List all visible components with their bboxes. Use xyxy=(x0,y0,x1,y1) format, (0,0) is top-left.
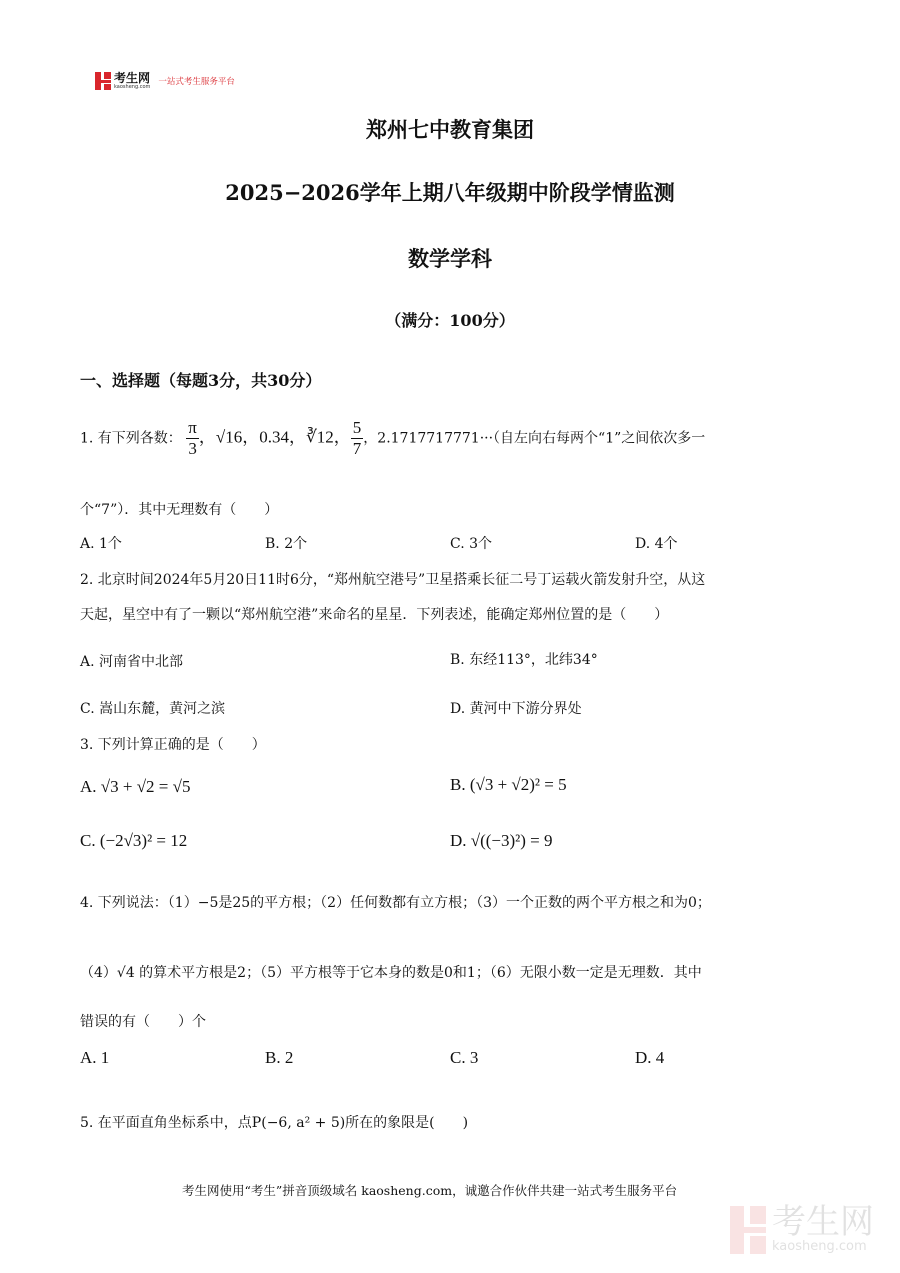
watermark-logo xyxy=(730,1202,874,1254)
exam-title: 2025−2026学年上期八年级期中阶段学情监测 xyxy=(225,180,675,205)
q4-line1: 4. 下列说法：（1）−5是25的平方根；（2）任何数都有立方根；（3）一个正数的两个平方根之和为0； xyxy=(80,895,711,911)
q4-option-d: D. 4 xyxy=(635,1048,665,1067)
q3-option-c: C. (−2√3)² = 12 xyxy=(80,831,188,850)
watermark-mark-icon xyxy=(730,1206,766,1254)
q5-line1: 5. 在平面直角坐标系中，点P(−6, a² + 5)所在的象限是( ) xyxy=(80,1115,469,1131)
q4-line2: （4）√4 的算术平方根是2；（5）平方根等于它本身的数是0和1；（6）无限小数一定是无理数．其中 xyxy=(80,965,702,981)
logo-mark-icon xyxy=(95,72,111,90)
logo-domain: kaosheng.com xyxy=(114,83,151,90)
q4-option-c: C. 3 xyxy=(450,1048,479,1067)
q2-option-a: A. 河南省中北部 xyxy=(80,654,184,670)
q1-prefix: 1. 有下列各数： xyxy=(80,430,182,447)
q1-option-b: B. 2个 xyxy=(265,536,308,552)
watermark-domain: kaosheng.com xyxy=(772,1239,867,1254)
logo-slogan: 一站式考生服务平台 xyxy=(158,77,235,87)
watermark-name: 考生网 xyxy=(772,1202,874,1242)
q2-option-d: D. 黄河中下游分界处 xyxy=(450,701,582,717)
q3-option-d: D. √((−3)²) = 9 xyxy=(450,831,553,850)
q2-line2: 天起，星空中有了一颗以“郑州航空港”来命名的星星．下列表述，能确定郑州位置的是（ ） xyxy=(80,607,669,623)
q3-line1: 3. 下列计算正确的是（ ） xyxy=(80,737,266,753)
fraction-pi-3: $\frac{\pi}{3}$ xyxy=(188,418,197,458)
q4-option-a: A. 1 xyxy=(80,1048,110,1067)
q1-option-a: A. 1个 xyxy=(80,536,122,552)
logo-name: 考生网 xyxy=(114,70,151,85)
q1-tail: ，2.1717717771···（自左向右每两个“1”之间依次多一 xyxy=(363,430,706,447)
fraction-5-7: $\frac{5}{7}$ xyxy=(352,418,362,458)
school-title: 郑州七中教育集团 xyxy=(366,117,534,142)
question-1 xyxy=(80,418,705,459)
subject-title: 数学学科 xyxy=(408,246,492,271)
footer-text: 考生网使用“考生”拼音顶级域名 kaosheng.com，诚邀合作伙伴共建一站式考生服务平台 xyxy=(182,1183,678,1198)
q4-line3: 错误的有（ ）个 xyxy=(80,1014,206,1030)
q2-option-b: B. 东经113°，北纬34° xyxy=(450,652,598,668)
q4-option-b: B. 2 xyxy=(265,1048,294,1067)
q1-option-c: C. 3个 xyxy=(450,536,493,552)
site-logo[interactable] xyxy=(95,72,235,90)
q3-option-a: A. √3 + √2 = √5 xyxy=(80,777,191,796)
full-score: （满分：100分） xyxy=(385,311,515,330)
q1-items: ，√16，0.34，∛12， xyxy=(198,427,351,447)
q2-line1: 2. 北京时间2024年5月20日11时6分，“郑州航空港号”卫星搭乘长征二号丁运载火箭发射升空，从这 xyxy=(80,572,706,588)
section-heading: 一、选择题（每题3分，共30分） xyxy=(80,371,322,390)
q2-option-c: C. 嵩山东麓，黄河之滨 xyxy=(80,701,226,717)
q1-option-d: D. 4个 xyxy=(635,536,678,552)
q1-line2: 个“7”）．其中无理数有（ ） xyxy=(80,502,279,518)
q3-option-b: B. (√3 + √2)² = 5 xyxy=(450,775,567,794)
